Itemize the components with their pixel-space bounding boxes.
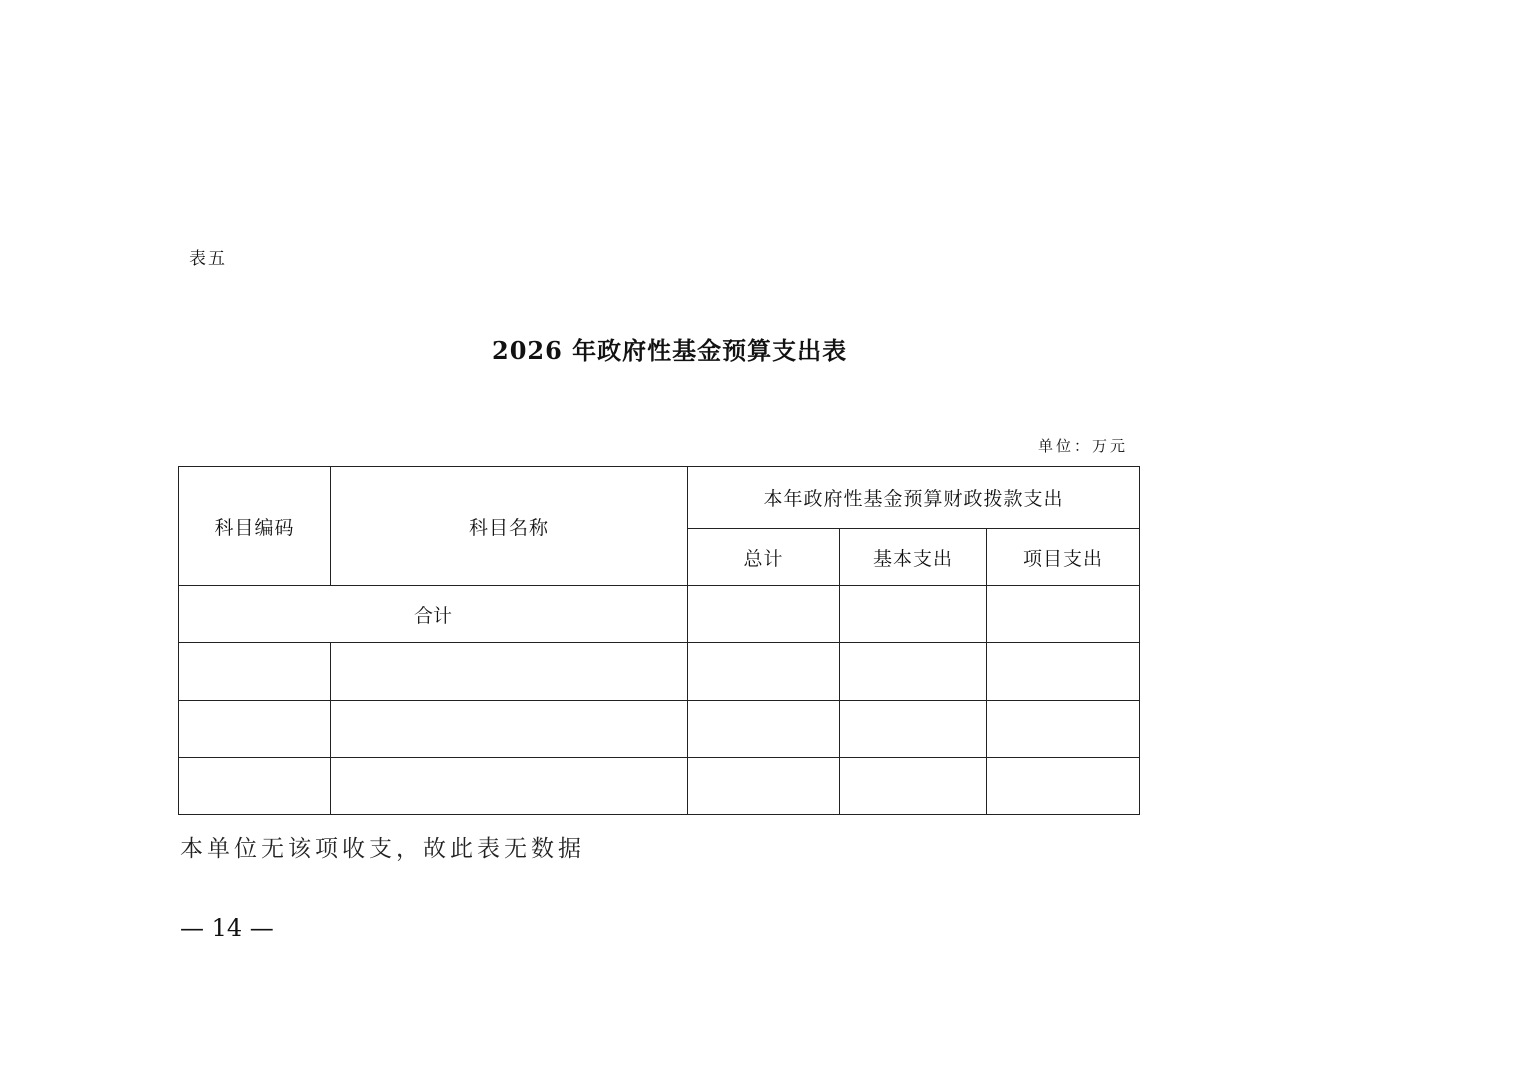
row-project-cell [987, 643, 1140, 701]
row-code-cell [179, 701, 331, 758]
row-project-cell [987, 701, 1140, 758]
table-row [179, 643, 1140, 701]
row-code-cell [179, 643, 331, 701]
total-row-project-cell [987, 586, 1140, 643]
row-name-cell [331, 701, 688, 758]
header-subject-name: 科目名称 [331, 467, 688, 586]
row-name-cell [331, 758, 688, 815]
table-row [179, 758, 1140, 815]
unit-label: 单位：万元 [1037, 437, 1128, 455]
row-basic-cell [840, 643, 987, 701]
table-row-total [179, 586, 1140, 643]
row-total-cell [688, 701, 840, 758]
budget-table [178, 466, 1140, 815]
header-project-expenditure: 项目支出 [987, 529, 1140, 586]
header-fund-expenditure-group: 本年政府性基金预算财政拨款支出 [688, 467, 1140, 529]
total-row-basic-cell [840, 586, 987, 643]
page-number: — 14 — [180, 914, 274, 942]
row-basic-cell [840, 701, 987, 758]
row-total-cell [688, 643, 840, 701]
row-name-cell [331, 643, 688, 701]
total-row-total-cell [688, 586, 840, 643]
table-row [179, 701, 1140, 758]
row-project-cell [987, 758, 1140, 815]
row-basic-cell [840, 758, 987, 815]
total-row-label: 合计 [179, 586, 688, 643]
document-title: 2026 年政府性基金预算支出表 [492, 336, 848, 365]
table-label: 表五 [189, 249, 227, 269]
row-total-cell [688, 758, 840, 815]
row-code-cell [179, 758, 331, 815]
no-data-note: 本单位无该项收支，故此表无数据 [180, 836, 585, 862]
header-total: 总计 [688, 529, 840, 586]
header-subject-code: 科目编码 [179, 467, 331, 586]
header-basic-expenditure: 基本支出 [840, 529, 987, 586]
